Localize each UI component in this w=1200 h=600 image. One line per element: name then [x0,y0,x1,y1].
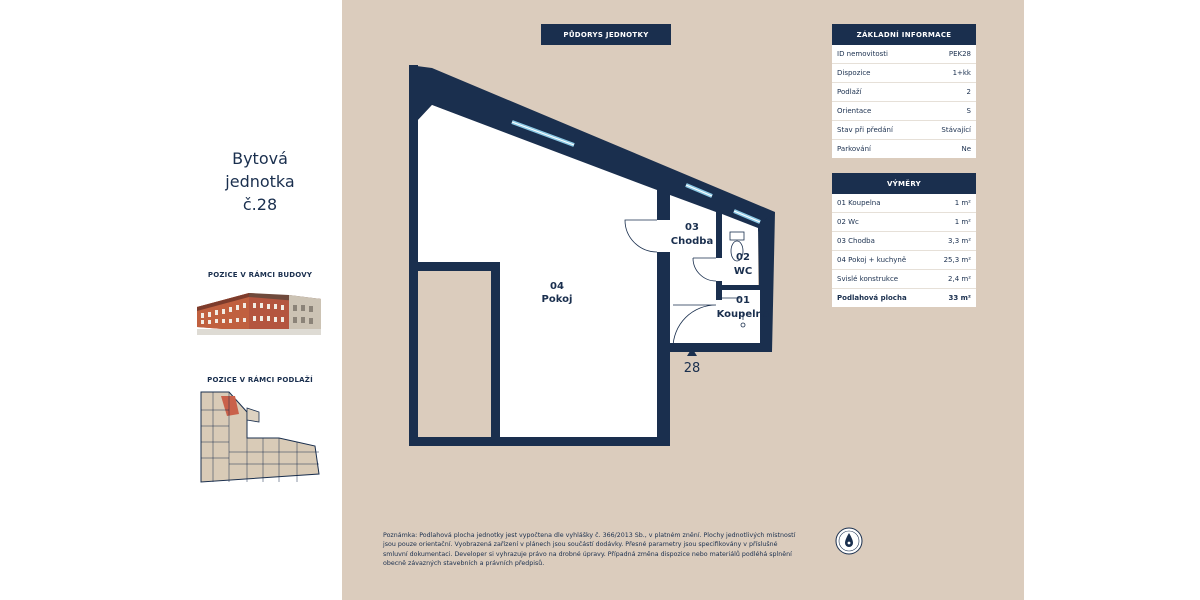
floor-plan-header: PŮDORYS JEDNOTKY [541,24,671,45]
area-value: 25,3 m² [943,256,971,264]
info-value: PEK28 [948,50,971,58]
floor-position-label: POZICE V RÁMCI PODLAŽÍ [207,376,313,384]
area-value: 1 m² [954,218,971,226]
room-01-number: 01 [736,295,750,306]
basic-info-header: ZÁKLADNÍ INFORMACE [832,24,976,45]
building-position-label: POZICE V RÁMCI BUDOVY [207,271,313,279]
floor-thumbnail[interactable] [199,390,321,485]
area-row [832,251,976,270]
room-04-number: 04 [550,281,564,292]
disclaimer-note: Poznámka: Podlahová plocha jednotky jest vypočtena dle vyhlášky č. 366/2013 Sb., v platném znění. Plochy jednotlivých místností jsou pouze orientační. Vyobrazená zařízení v plánech jsou součástí dodávky. Přesné parametry jsou specifikovány v příslušné smluvní dokumentaci. Developer si vyhrazuje právo na drobné úpravy. Případná změna dispozice nebo materiálů podléhá splnění obecně závazných stavebních a právních předpisů. [383,532,796,567]
unit-title-line-1: Bytová [232,149,288,168]
room-02-number: 02 [736,252,750,263]
unit-title-line-2: jednotka [225,172,295,191]
left-panel [0,0,342,600]
right-margin [1024,0,1200,600]
info-row [832,102,976,121]
info-label: ID nemovitosti [837,50,888,58]
info-label: Stav při předání [837,126,893,134]
info-row [832,121,976,140]
area-row [832,194,976,213]
area-value: 3,3 m² [948,237,971,245]
building-thumbnail[interactable] [197,285,321,335]
area-label: 03 Chodba [837,237,875,245]
area-total-row [832,289,976,307]
areas-table [832,173,976,307]
areas-header: VÝMĚRY [832,173,976,194]
room-02-name: WC [733,266,753,277]
room-01-name: Koupelna [716,309,770,320]
info-label: Dispozice [837,69,871,77]
area-row [832,213,976,232]
unit-title-line-3: č.28 [242,195,278,214]
info-label: Parkování [837,145,871,153]
info-value: 2 [966,88,971,96]
unit-title [180,147,340,216]
area-label: Podlahová plocha [837,294,907,302]
area-label: 01 Koupelna [837,199,881,207]
area-value: 1 m² [954,199,971,207]
area-row [832,270,976,289]
info-value: 1+kk [952,69,971,77]
info-value: S [966,107,971,115]
info-row [832,140,976,158]
floor-plan[interactable] [400,60,780,450]
area-value: 33 m² [948,294,971,302]
room-03-name: Chodba [670,236,714,247]
area-label: 04 Pokoj + kuchyně [837,256,907,264]
info-label: Podlaží [837,88,862,96]
info-row [832,45,976,64]
compass-icon [834,526,864,556]
room-03-number: 03 [685,222,699,233]
area-value: 2,4 m² [948,275,971,283]
unit-marker: 28 [683,361,701,376]
info-row [832,83,976,102]
info-value: Ne [961,145,971,153]
area-row [832,232,976,251]
info-row [832,64,976,83]
info-label: Orientace [837,107,872,115]
area-label: Svislé konstrukce [837,275,899,283]
info-value: Stávající [941,126,971,134]
basic-info-table [832,24,976,158]
room-04-name: Pokoj [541,294,573,305]
area-label: 02 Wc [837,218,859,226]
